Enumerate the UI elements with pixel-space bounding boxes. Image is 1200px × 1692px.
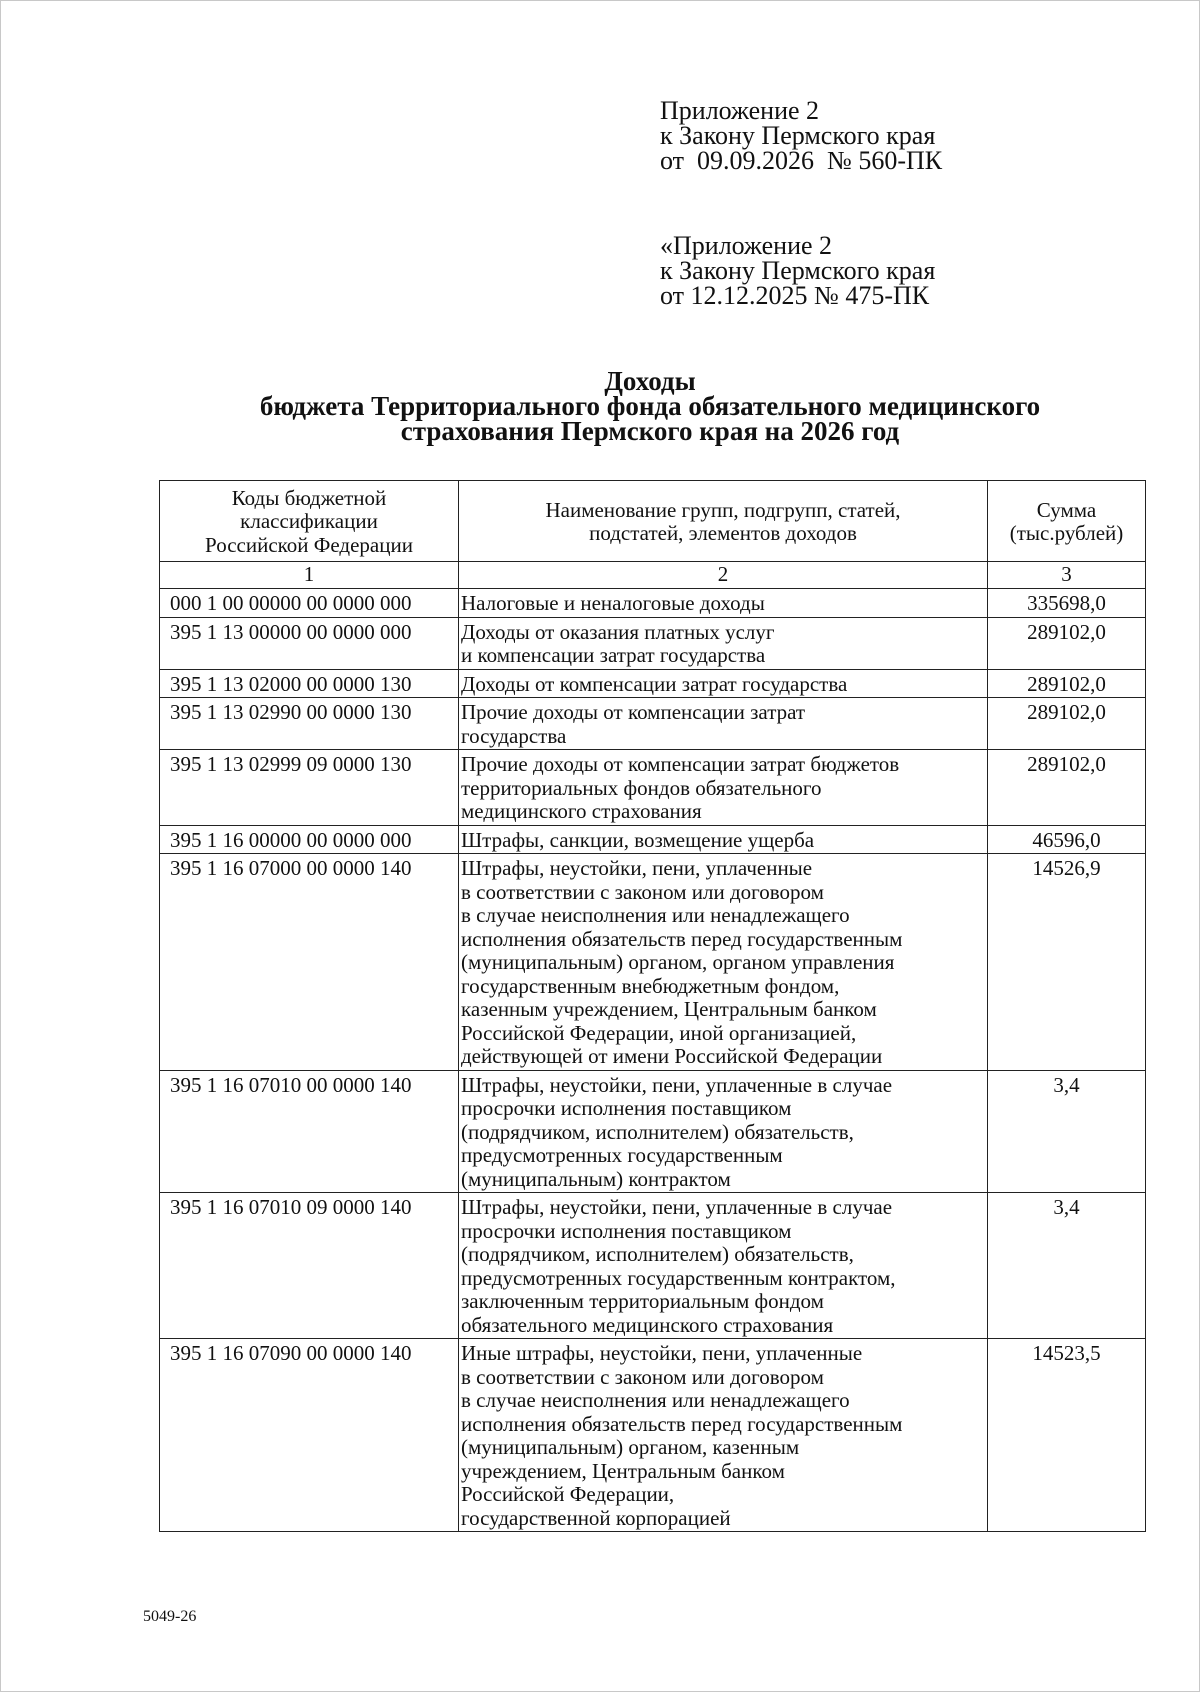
income-amount: 3,4 (988, 1193, 1146, 1339)
budget-code: 395 1 13 02999 09 0000 130 (160, 750, 459, 826)
table-row (160, 854, 1146, 1071)
income-amount: 289102,0 (988, 750, 1146, 826)
header-amount: Сумма (тыс.рублей) (988, 481, 1146, 562)
document-code: 5049-26 (143, 1608, 197, 1625)
table-row (160, 589, 1146, 618)
table-header-row (160, 481, 1146, 562)
column-number-row (160, 562, 1146, 589)
appendix-law-date-number: от 12.12.2025 № 475-ПК (660, 281, 930, 310)
budget-code: 395 1 16 07000 00 0000 140 (160, 854, 459, 1071)
appendix-law-reference: к Закону Пермского края (660, 121, 936, 150)
appendix-law-reference: к Закону Пермского края (660, 256, 936, 285)
income-amount: 3,4 (988, 1070, 1146, 1193)
income-name: Прочие доходы от компенсации затрат бюджетов территориальных фондов обязательного медицинского страхования (459, 750, 988, 826)
appendix-title: Приложение 2 (660, 96, 820, 125)
income-name: Штрафы, неустойки, пени, уплаченные в случае просрочки исполнения поставщиком (подрядчиком, исполнителем) обязательств, предусмотренных государственным контрактом, заключенным территориальным фондом обязательного медицинского страхования (459, 1193, 988, 1339)
income-amount: 335698,0 (988, 589, 1146, 618)
income-name: Штрафы, неустойки, пени, уплаченные в соответствии с законом или договором в случае неисполнения или ненадлежащего исполнения обязательств перед государственным (муниципальным) органом, органом управления государственным внебюджетным фондом, казенным учреждением, Центральным банком Российской Федерации, иной организацией, действующей от имени Российской Федерации (459, 854, 988, 1071)
table-row (160, 617, 1146, 669)
table-row (160, 669, 1146, 698)
budget-code: 395 1 13 02000 00 0000 130 (160, 669, 459, 698)
table-row (160, 825, 1146, 854)
income-amount: 46596,0 (988, 825, 1146, 854)
income-name: Доходы от оказания платных услуг и компенсации затрат государства (459, 617, 988, 669)
title-line-3: страхования Пермского края на 2026 год (400, 416, 900, 446)
income-amount: 14523,5 (988, 1339, 1146, 1532)
header-name: Наименование групп, подгрупп, статей, подстатей, элементов доходов (459, 481, 988, 562)
header-code: Коды бюджетной классификации Российской Федерации (160, 481, 459, 562)
appendix-title: «Приложение 2 (660, 231, 833, 260)
income-name: Штрафы, санкции, возмещение ущерба (459, 825, 988, 854)
column-number: 2 (459, 562, 988, 589)
income-amount: 289102,0 (988, 669, 1146, 698)
budget-code: 395 1 13 02990 00 0000 130 (160, 698, 459, 750)
budget-code: 395 1 16 00000 00 0000 000 (160, 825, 459, 854)
table-row (160, 1193, 1146, 1339)
income-table (159, 480, 1146, 1532)
column-number: 1 (160, 562, 459, 589)
table-row (160, 750, 1146, 826)
table-row (160, 1070, 1146, 1193)
income-name: Прочие доходы от компенсации затрат государства (459, 698, 988, 750)
budget-code: 395 1 16 07010 09 0000 140 (160, 1193, 459, 1339)
income-name: Штрафы, неустойки, пени, уплаченные в случае просрочки исполнения поставщиком (подрядчиком, исполнителем) обязательств, предусмотренных государственным (муниципальным) контрактом (459, 1070, 988, 1193)
table-row (160, 1339, 1146, 1532)
appendix-law-date-number: от 09.09.2026 № 560-ПК (660, 146, 943, 175)
document-title (160, 366, 1140, 446)
income-amount: 14526,9 (988, 854, 1146, 1071)
income-name: Иные штрафы, неустойки, пени, уплаченные в соответствии с законом или договором в случае неисполнения или ненадлежащего исполнения обязательств перед государственным (муниципальным) органом, казенным учреждением, Центральным банком Российской Федерации, государственной корпорацией (459, 1339, 988, 1532)
budget-code: 395 1 16 07090 00 0000 140 (160, 1339, 459, 1532)
income-amount: 289102,0 (988, 617, 1146, 669)
income-amount: 289102,0 (988, 698, 1146, 750)
appendix-header-previous (660, 233, 935, 308)
table-row (160, 698, 1146, 750)
appendix-header-current (660, 98, 942, 173)
budget-code: 395 1 13 00000 00 0000 000 (160, 617, 459, 669)
income-name: Налоговые и неналоговые доходы (459, 589, 988, 618)
budget-code: 395 1 16 07010 00 0000 140 (160, 1070, 459, 1193)
column-number: 3 (988, 562, 1146, 589)
budget-code: 000 1 00 00000 00 0000 000 (160, 589, 459, 618)
income-name: Доходы от компенсации затрат государства (459, 669, 988, 698)
title-line-1: Доходы (604, 366, 696, 396)
title-line-2: бюджета Территориального фонда обязательного медицинского (259, 391, 1041, 421)
